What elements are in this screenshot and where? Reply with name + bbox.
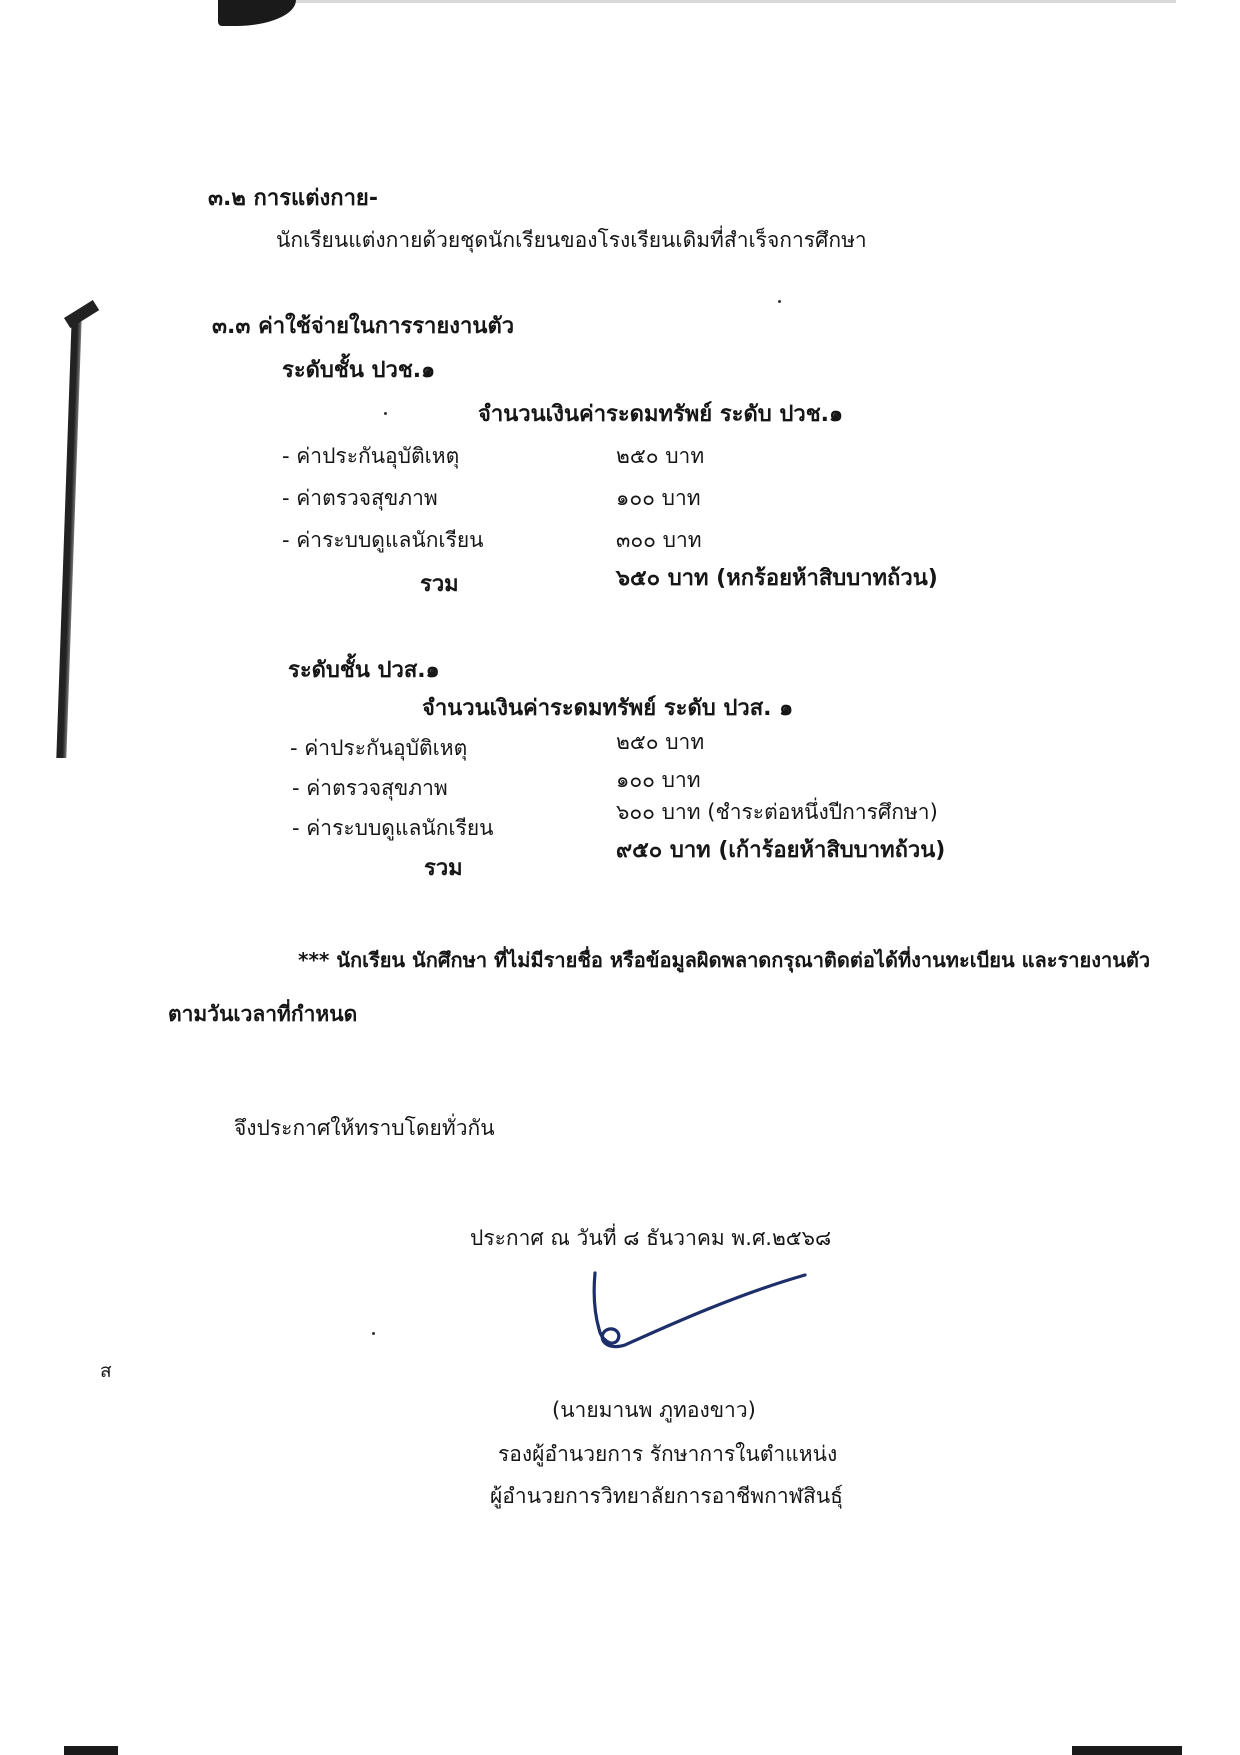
pvs-total-label: รวม xyxy=(424,856,463,881)
notice-line-1: *** นักเรียน นักศึกษา ที่ไม่มีรายชื่อ หรือข้อมูลผิดพลาดกรุณาติดต่อได้ที่งานทะเบียน และรายงานตัว xyxy=(298,948,1151,972)
signer-name: (นายมานพ ภูทองขาว) xyxy=(552,1398,756,1422)
pvs-item-label: - ค่าประกันอุบัติเหตุ xyxy=(290,736,468,760)
closing-statement: จึงประกาศให้ทราบโดยทั่วกัน xyxy=(234,1116,495,1140)
pvc-total-amount: ๖๕๐ บาท (หกร้อยห้าสิบบาทถ้วน) xyxy=(616,566,938,591)
speck xyxy=(778,300,781,303)
pvc-item-label: - ค่าตรวจสุขภาพ xyxy=(282,486,438,510)
binder-shadow xyxy=(56,318,81,758)
handwritten-signature xyxy=(585,1265,815,1385)
margin-mark: ส xyxy=(100,1360,112,1382)
pvc-item-amount: ๒๕๐ บาท xyxy=(616,444,705,468)
pvs-item-label: - ค่าระบบดูแลนักเรียน xyxy=(292,816,494,840)
pvc-level-heading: ระดับชั้น ปวช.๑ xyxy=(282,358,436,383)
pvc-total-label: รวม xyxy=(420,572,459,597)
notice-line-2: ตามวันเวลาที่กำหนด xyxy=(168,1002,358,1026)
binder-shadow-top xyxy=(64,300,99,328)
scan-smudge xyxy=(218,0,296,26)
pvs-level-heading: ระดับชั้น ปวส.๑ xyxy=(288,658,440,683)
signer-position-1: รองผู้อำนวยการ รักษาการในตำแหน่ง xyxy=(498,1442,838,1466)
announcement-date: ประกาศ ณ วันที่ ๘ ธันวาคม พ.ศ.๒๕๖๘ xyxy=(470,1226,832,1250)
pvs-item-amount: ๑๐๐ บาท xyxy=(616,768,701,792)
section-3-3-heading: ๓.๓ ค่าใช้จ่ายในการรายงานตัว xyxy=(212,314,515,339)
section-3-2-heading: ๓.๒ การแต่งกาย- xyxy=(208,186,378,211)
speck xyxy=(384,412,387,415)
pvs-total-amount: ๙๕๐ บาท (เก้าร้อยห้าสิบบาทถ้วน) xyxy=(616,838,946,863)
speck xyxy=(372,1332,375,1335)
scan-edge-bottom-left xyxy=(64,1746,118,1755)
pvc-item-label: - ค่าระบบดูแลนักเรียน xyxy=(282,528,484,552)
section-3-2-body: นักเรียนแต่งกายด้วยชุดนักเรียนของโรงเรียนเดิมที่สำเร็จการศึกษา xyxy=(276,228,867,252)
pvc-item-amount: ๓๐๐ บาท xyxy=(616,528,702,552)
pvs-item-amount: ๖๐๐ บาท (ชำระต่อหนึ่งปีการศึกษา) xyxy=(616,800,938,824)
scan-edge-bottom-right xyxy=(1072,1746,1182,1755)
pvs-item-label: - ค่าตรวจสุขภาพ xyxy=(292,776,448,800)
pvc-item-amount: ๑๐๐ บาท xyxy=(616,486,701,510)
pvc-item-label: - ค่าประกันอุบัติเหตุ xyxy=(282,444,460,468)
scan-edge xyxy=(296,0,1176,3)
signer-position-2: ผู้อำนวยการวิทยาลัยการอาชีพกาฬสินธุ์ xyxy=(490,1484,843,1508)
pvs-table-title: จำนวนเงินค่าระดมทรัพย์ ระดับ ปวส. ๑ xyxy=(422,696,794,721)
pvs-item-amount: ๒๕๐ บาท xyxy=(616,730,705,754)
pvc-table-title: จำนวนเงินค่าระดมทรัพย์ ระดับ ปวช.๑ xyxy=(478,402,843,427)
